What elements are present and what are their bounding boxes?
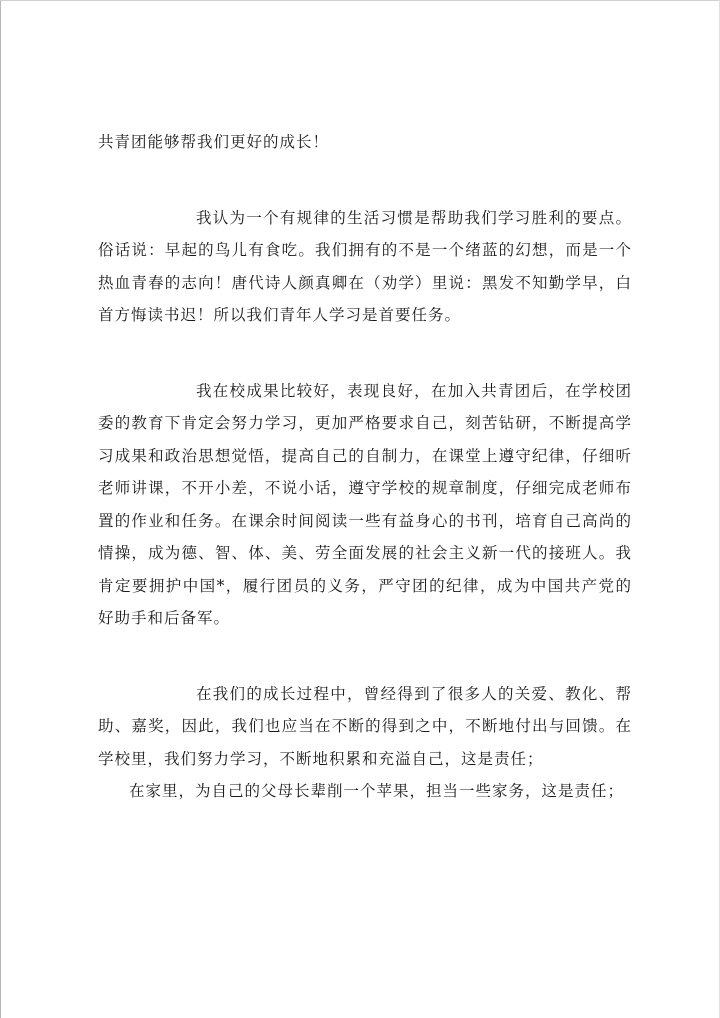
- page-left-edge: [0, 0, 1, 1018]
- paragraph-2: 我认为一个有规律的生活习惯是帮助我们学习胜利的要点。俗话说：早起的鸟儿有食吃。我们拥有的不是一个绪蓝的幻想，而是一个热血青春的志向！唐代诗人颜真卿在（劝学）里说：黑发不知勤学早，白首方悔读书迟！所以我们青年人学习是首要任务。: [98, 208, 632, 324]
- document-body: [98, 126, 632, 808]
- page-top-edge: [0, 0, 720, 1]
- paragraph-1: 共青团能够帮我们更好的成长！: [98, 133, 330, 151]
- paragraph-5: 在家里，为自己的父母长辈削一个苹果，担当一些家务，这是责任；: [129, 782, 625, 800]
- paragraph-4: 在我们的成长过程中，曾经得到了很多人的关爱、教化、帮助、嘉奖，因此，我们也应当在不断的得到之中，不断地付出与回馈。在学校里，我们努力学习，不断地积累和充溢自己，这是责任；: [98, 684, 632, 768]
- paragraph-3: 我在校成果比较好，表现良好，在加入共青团后，在学校团委的教育下肯定会努力学习，更加严格要求自己，刻苦钻研，不断提高学习成果和政治思想觉悟，提高自己的自制力，在课堂上遵守纪律，仔细听老师讲课，不开小差，不说小话，遵守学校的规章制度，仔细完成老师布置的作业和任务。在课余时间阅读一些有益身心的书刊，培育自己高尚的情操，成为德、智、体、美、劳全面发展的社会主义新一代的接班人。我肯定要拥护中国*，履行团员的义务，严守团的纪律，成为中国共产党的好助手和后备军。: [98, 381, 632, 627]
